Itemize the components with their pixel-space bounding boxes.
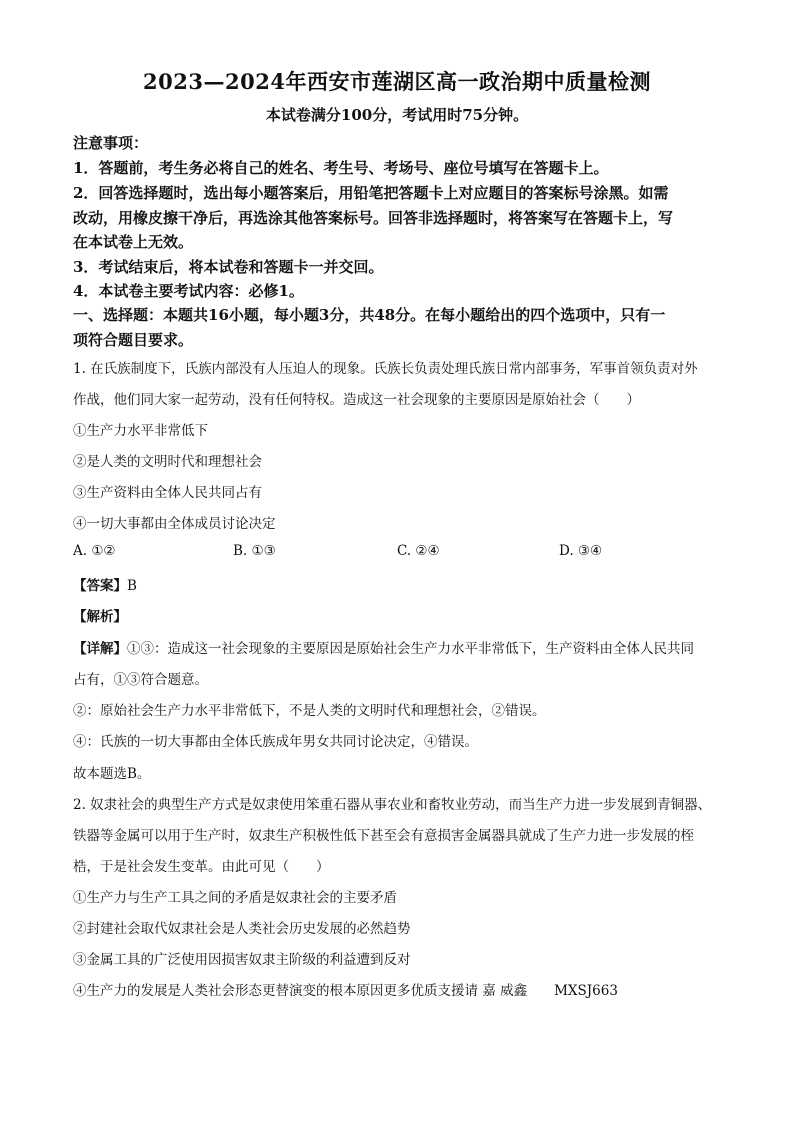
q2-statement-3: ③金属工具的广泛使用因损害奴隶主阶级的利益遭到反对 <box>73 952 411 968</box>
q1-option-b: B. ①③ <box>233 543 276 559</box>
notice-item-2-line-3: 在本试卷上无效。 <box>73 233 194 251</box>
notice-item-2-line-2: 改动，用橡皮擦干净后，再选涂其他答案标号。回答非选择题时，将答案写在答题卡上，写 <box>73 209 674 227</box>
q1-stem-line-1: 1. 在氏族制度下，氏族内部没有人压迫人的现象。氏族长负责处理氏族日常内部事务，军事首领负责对外 <box>73 361 698 377</box>
detail-tag: 【详解】 <box>73 641 127 657</box>
q1-option-d: D. ③④ <box>559 543 603 559</box>
detail-text-1: ①③：造成这一社会现象的主要原因是原始社会生产力水平非常低下，生产资料由全体人民共同 <box>127 641 694 657</box>
notice-item-4: 4．本试卷主要考试内容：必修1。 <box>73 282 304 300</box>
q2-statement-4: ④生产力的发展是人类社会形态更替演变的根本原因更多优质支援请 嘉 威鑫 MXSJ663 <box>73 983 618 999</box>
section-heading-line-1: 一、选择题：本题共16小题，每小题3分，共48分。在每小题给出的四个选项中，只有一 <box>73 306 666 324</box>
q1-answer <box>73 574 137 594</box>
q1-option-c: C. ②④ <box>397 543 440 559</box>
q2-stem-line-2: 铁器等金属可以用于生产时，奴隶生产积极性低下甚至会有意损害金属器具就成了生产力进一步发展的桎 <box>73 828 694 844</box>
analysis-tag: 【解析】 <box>73 609 127 625</box>
q1-stem-line-2: 作战，他们同大家一起劳动，没有任何特权。造成这一社会现象的主要原因是原始社会（ ） <box>73 392 640 408</box>
q1-detail-line-2: 占有，①③符合题意。 <box>73 672 208 688</box>
q2-statement-2: ②封建社会取代奴隶社会是人类社会历史发展的必然趋势 <box>73 921 411 937</box>
q2-stem-line-3: 梏，于是社会发生变革。由此可见（ ） <box>73 859 330 875</box>
q1-detail-line-4: ④：氏族的一切大事都由全体氏族成年男女共同讨论决定，④错误。 <box>73 734 478 750</box>
q1-detail-line-3: ②：原始社会生产力水平非常低下，不是人类的文明时代和理想社会，②错误。 <box>73 703 546 719</box>
notice-item-3: 3．考试结束后，将本试卷和答题卡一并交回。 <box>73 258 384 276</box>
page-title: 2023—2024年西安市莲湖区高一政治期中质量检测 <box>143 69 651 94</box>
q2-statement-1: ①生产力与生产工具之间的矛盾是奴隶社会的主要矛盾 <box>73 890 397 906</box>
notice-item-2-line-1: 2．回答选择题时，选出每小题答案后，用铅笔把答题卡上对应题目的答案标号涂黑。如需 <box>73 184 669 202</box>
q1-option-a: A. ①② <box>73 543 116 559</box>
q1-statement-1: ①生产力水平非常低下 <box>73 423 208 439</box>
section-heading-line-2: 项符合题目要求。 <box>73 331 194 349</box>
q1-analysis-tag <box>73 605 127 625</box>
answer-value: B <box>127 578 137 594</box>
answer-tag: 【答案】 <box>73 578 127 594</box>
q1-statement-4: ④一切大事都由全体成员讨论决定 <box>73 516 276 532</box>
notice-item-1: 1．答题前，考生务必将自己的姓名、考生号、考场号、座位号填写在答题卡上。 <box>73 159 609 177</box>
notice-heading: 注意事项： <box>73 134 149 152</box>
q1-conclusion: 故本题选B。 <box>73 766 151 782</box>
q2-stem-line-1: 2. 奴隶社会的典型生产方式是奴隶使用笨重石器从事农业和畜牧业劳动，而当生产力进一步发展到青铜器、 <box>73 797 712 813</box>
page-subtitle: 本试卷满分100分，考试用时75分钟。 <box>265 106 529 124</box>
q1-statement-2: ②是人类的文明时代和理想社会 <box>73 454 262 470</box>
q1-detail-line-1 <box>73 637 694 657</box>
q1-statement-3: ③生产资料由全体人民共同占有 <box>73 485 262 501</box>
